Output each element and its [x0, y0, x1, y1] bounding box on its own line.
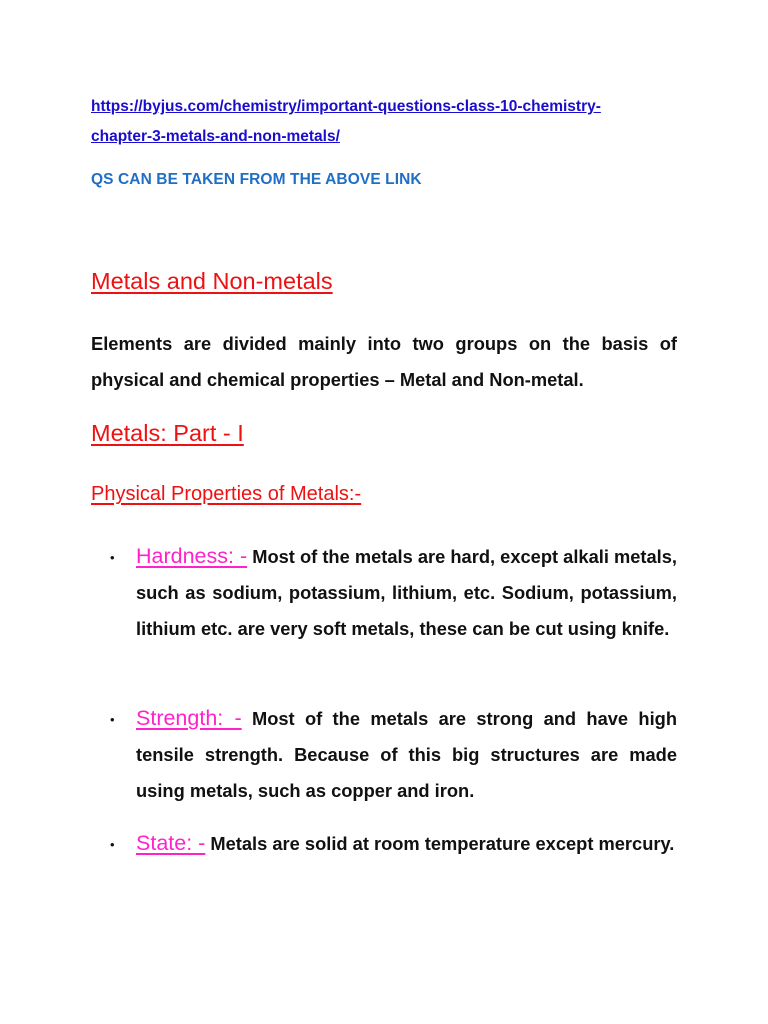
reference-link-block	[91, 92, 671, 152]
property-description: Most of the metals are hard, except alkali metals, such as sodium, potassium, lithium, etc. Sodium, potassium, lithium etc. are very soft metals, these can be cut using knife.	[136, 546, 677, 639]
bullet-icon: •	[110, 712, 115, 727]
section-subheading: Physical Properties of Metals:-	[91, 483, 362, 505]
property-term: Strength: -	[136, 706, 242, 730]
reference-link-line-1[interactable]: https://byjus.com/chemistry/important-questions-class-10-chemistry-	[91, 98, 601, 115]
intro-paragraph: Elements are divided mainly into two groups on the basis of physical and chemical properties – Metal and Non-metal.	[91, 333, 677, 390]
property-term: Hardness: -	[136, 544, 248, 568]
property-term: State: -	[136, 831, 206, 855]
property-description: Most of the metals are strong and have high tensile strength. Because of this big structures are made using metals, such as copper and iron.	[136, 708, 677, 801]
source-note: QS CAN BE TAKEN FROM THE ABOVE LINK	[91, 171, 422, 188]
property-paragraph	[136, 538, 677, 647]
property-description: Metals are solid at room temperature except mercury.	[210, 833, 675, 854]
property-paragraph	[136, 825, 677, 862]
part-heading: Metals: Part - I	[91, 420, 244, 446]
main-heading: Metals and Non-metals	[91, 268, 333, 294]
property-paragraph	[136, 700, 677, 809]
bullet-icon: •	[110, 837, 115, 852]
reference-link-line-2[interactable]: chapter-3-metals-and-non-metals/	[91, 128, 340, 145]
bullet-icon: •	[110, 550, 115, 565]
